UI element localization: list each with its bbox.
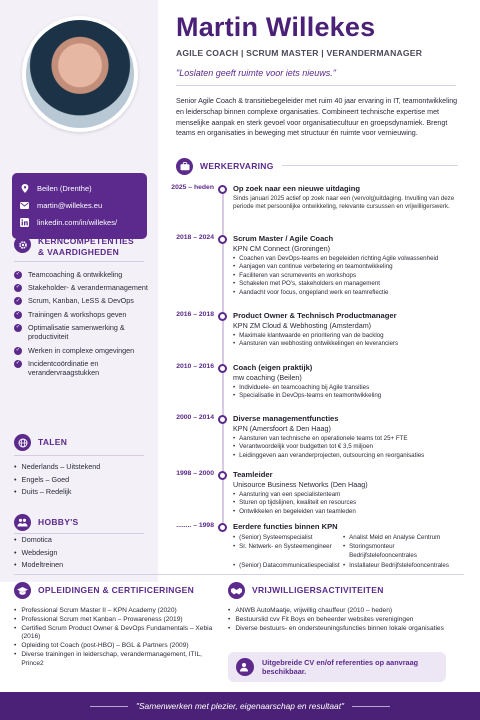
timeline-dot	[218, 185, 227, 194]
job-title: Diverse managementfuncties	[233, 414, 339, 423]
job-organization: mw coaching (Beilen)	[233, 373, 302, 382]
divider	[14, 455, 144, 456]
hobby-item: • Modeltreinen	[14, 560, 152, 569]
timeline-dot	[218, 235, 227, 244]
competency-label: Optimalisatie samenwerking & productiviteit	[28, 322, 125, 342]
job-date: 2018 – 2024	[176, 234, 214, 241]
check-icon: ✓	[15, 297, 21, 304]
job-bullet: • Aandacht voor focus, ongepland werk en teamreflectie	[233, 289, 465, 297]
education-item: • Certified Scrum Product Owner & DevOps Fundamentals – Xebia (2016)	[14, 625, 224, 642]
footer-banner	[0, 692, 480, 720]
hobby-item: • Domotica	[14, 535, 152, 544]
competency-label: Scrum, Kanban, LeSS & DevOps	[28, 296, 134, 306]
job-bullet: • Maximale klantwaarde en prioritering van de backlog	[233, 332, 465, 340]
competency-item	[14, 346, 152, 356]
education-title: OPLEIDINGEN & CERTIFICERINGEN	[38, 585, 195, 595]
volunteer-item: • ANWB AutoMaatje, vrijwillig chauffeur (2010 – heden)	[228, 607, 464, 615]
competencies-list	[14, 270, 152, 382]
location-pin-icon	[20, 184, 29, 193]
competency-item	[14, 283, 152, 293]
volunteer-title: VRIJWILLIGERSACTIVITEITEN	[252, 585, 384, 595]
job-details	[233, 363, 465, 401]
profile-summary: Senior Agile Coach & transitiebegeleider met ruim 40 jaar ervaring in IT, teamontwikkeling en leiderschap binnen complexe organisaties. Combineert technische expertise met menselijke aanpak en sterk gevoel voor organisatiecultuur en groepsdynamiek. Brengt teams en organisaties in beweging met structuur én ruimte voor vernieuwing.	[176, 97, 458, 138]
job-bullet: • Specialisatie in DevOps-teams en teamontwikkeling	[233, 392, 465, 400]
job-bullet: • Verantwoordelijk voor budgetten tot € 3,5 miljoen	[233, 443, 465, 451]
job-title: Op zoek naar een nieuwe uitdaging	[233, 184, 361, 193]
volunteer-item: • Diverse bestuurs- en ondersteuningsfuncties binnen lokale organisaties	[228, 625, 464, 633]
job-bullet: • (Senior) Systeemspecialist	[233, 533, 343, 542]
handshake-icon	[228, 582, 245, 599]
job-bullet: • Installateur Bedrijfstelefooncentrales	[343, 561, 463, 570]
envelope-icon	[20, 201, 29, 210]
job-bullet: • Aansturen van technische en operationele teams tot 25+ FTE	[233, 435, 465, 443]
contact-email[interactable]	[20, 197, 139, 214]
check-icon: ✓	[15, 310, 21, 317]
job-details	[233, 184, 465, 211]
contact-linkedin[interactable]	[20, 214, 139, 231]
candidate-title: AGILE COACH | SCRUM MASTER | VERANDERMANAGER	[176, 48, 423, 58]
volunteer-item: • Bestuurslid cvv Fit Boys en beheerder websites verenigingen	[228, 616, 464, 624]
candidate-quote: "Loslaten geeft ruimte voor iets nieuws."	[176, 68, 336, 78]
education-item: • Professional Scrum met Kanban – Prowareness (2019)	[14, 616, 224, 624]
job-date: ........ – 1998	[176, 522, 214, 529]
divider	[282, 165, 458, 166]
experience-title: WERKERVARING	[200, 161, 274, 171]
job-bullets	[233, 255, 465, 297]
linkedin-icon	[20, 218, 29, 227]
job-bullet: • Aansturen van webhosting ontwikkelingen en leveranciers	[233, 340, 465, 348]
footer-rule-left	[90, 706, 128, 707]
competency-item	[14, 323, 152, 342]
competency-label: Incidentcoördinatie en verandervraagstukken	[28, 358, 100, 378]
job-bullet: • Individuele- en teamcoaching bij Agile transities	[233, 384, 465, 392]
timeline-dot	[218, 364, 227, 373]
competencies-heading	[14, 236, 134, 258]
competency-item	[14, 296, 152, 306]
gear-icon	[14, 236, 31, 253]
profile-photo-frame	[22, 16, 138, 132]
job-date: 2010 – 2016	[176, 363, 214, 370]
experience-heading	[176, 158, 274, 175]
job-details	[233, 234, 465, 297]
education-item: • Opleiding tot Coach (post-HBO) – BGL & Partners (2009)	[14, 642, 224, 650]
hobby-item: • Webdesign	[14, 548, 152, 557]
language-item: • Engels – Goed	[14, 475, 152, 484]
language-item: • Duits – Redelijk	[14, 487, 152, 496]
job-bullet: • Analist Meld en Analyse Centrum	[343, 533, 463, 542]
job-date: 1998 – 2000	[176, 470, 214, 477]
languages-title: TALEN	[38, 437, 68, 447]
job-bullet: • Sr. Netwerk- en Systeemengineer	[233, 542, 343, 560]
job-details	[233, 522, 465, 570]
timeline-dot	[218, 312, 227, 321]
competency-label: Teamcoaching & ontwikkeling	[28, 270, 123, 279]
job-date: 2025 – heden	[171, 184, 214, 191]
job-title: Product Owner & Technisch Productmanager	[233, 311, 397, 320]
divider	[14, 533, 144, 534]
education-item: • Diverse trainingen in leiderschap, verandermanagement, ITIL, Prince2	[14, 651, 224, 668]
job-bullet: • Aansturing van een specialistenteam	[233, 491, 465, 499]
contact-email-text[interactable]: martin@willekes.eu	[37, 201, 103, 210]
job-bullet: • Faciliteren van scrumevents en workshops	[233, 272, 465, 280]
job-organization: KPN (Amersfoort & Den Haag)	[233, 424, 331, 433]
check-icon: ✓	[15, 346, 21, 353]
competencies-title: KERNCOMPETENTIES	[38, 236, 134, 246]
divider	[14, 261, 144, 262]
divider	[14, 574, 464, 575]
job-details	[233, 414, 465, 460]
job-bullet: • Ontwikkelen en begeleiden van teamleden	[233, 508, 465, 516]
timeline-dot	[218, 415, 227, 424]
hobbies-list	[14, 535, 152, 573]
contact-card	[12, 173, 147, 239]
check-icon: ✓	[15, 323, 21, 330]
job-bullet: • Schakelen met PO's, stakeholders en management	[233, 280, 465, 288]
graduation-cap-icon	[14, 582, 31, 599]
footer-quote: "Samenwerken met plezier, eigenaarschap en resultaat"	[136, 701, 344, 711]
education-section	[14, 582, 224, 669]
check-icon: ✓	[15, 284, 21, 291]
job-bullet: • Aanjagen van continue verbetering en teamontwikkeling	[233, 263, 465, 271]
globe-icon	[14, 434, 31, 451]
check-icon: ✓	[15, 271, 21, 278]
timeline-dot	[218, 523, 227, 532]
job-bullets	[233, 384, 465, 401]
job-bullet: • Leidinggeven aan veranderprojecten, outsourcing en reorganisaties	[233, 452, 465, 460]
competency-item	[14, 310, 152, 320]
job-details	[233, 470, 465, 516]
job-title: Eerdere functies binnen KPN	[233, 522, 338, 531]
competency-item	[14, 270, 152, 280]
job-title: Coach (eigen praktijk)	[233, 363, 313, 372]
job-bullets	[233, 332, 465, 349]
job-organization: Unisource Business Networks (Den Haag)	[233, 480, 368, 489]
volunteer-heading	[228, 582, 464, 599]
references-callout	[228, 652, 446, 682]
job-description: Sinds januari 2025 actief op zoek naar een (vervolg)uitdaging. Invulling van deze periode met persoonlijke ontwikkeling, relevante cursussen en vrijwilligerswerk.	[233, 195, 455, 211]
job-details	[233, 311, 465, 349]
languages-list	[14, 462, 152, 500]
job-bullet: • Sturen op tijdslijnen, kwaliteit en resources	[233, 499, 465, 507]
job-bullets	[233, 491, 465, 516]
job-bullets-grid	[233, 533, 465, 570]
contact-location-text: Beilen (Drenthe)	[37, 184, 92, 193]
job-bullet: • (Senior) Datacommunicatiespecialist	[233, 561, 343, 570]
people-icon	[14, 514, 31, 531]
sidebar	[0, 0, 158, 582]
user-check-icon	[236, 658, 254, 676]
hobbies-title: HOBBY'S	[38, 517, 79, 527]
language-item: • Nederlands – Uitstekend	[14, 462, 152, 471]
profile-photo	[26, 20, 134, 128]
job-date: 2016 – 2018	[176, 311, 214, 318]
job-bullet: • Coachen van DevOps-teams en begeleiden richting Agile volwassenheid	[233, 255, 465, 263]
job-organization: KPN ZM Cloud & Webhosting (Amsterdam)	[233, 321, 372, 330]
education-list	[14, 607, 224, 668]
job-bullets	[233, 435, 465, 460]
job-organization: KPN CM Connect (Groningen)	[233, 244, 331, 253]
competency-label: Stakeholder- & verandermanagement	[28, 283, 148, 293]
contact-linkedin-text[interactable]: linkedin.com/in/willekes/	[37, 218, 118, 227]
education-item: • Professional Scrum Master II – KPN Academy (2020)	[14, 607, 224, 615]
candidate-name: Martin Willekes	[176, 12, 376, 42]
languages-heading	[14, 434, 67, 451]
job-bullet: • Storingsmonteur Bedrijfstelefooncentrales	[343, 542, 463, 560]
job-date: 2000 – 2014	[176, 414, 214, 421]
competencies-title-2: & VAARDIGHEDEN	[38, 247, 120, 257]
footer-rule-right	[352, 706, 390, 707]
job-title: Scrum Master / Agile Coach	[233, 234, 334, 243]
volunteer-list	[228, 607, 464, 633]
divider	[176, 85, 456, 86]
references-text: Uitgebreide CV en/of referenties op aanvraag beschikbaar.	[262, 657, 419, 676]
competency-item	[14, 359, 152, 378]
competency-label: Trainingen & workshops geven	[28, 309, 127, 319]
timeline-dot	[218, 471, 227, 480]
education-heading	[14, 582, 224, 599]
check-icon: ✓	[15, 359, 21, 366]
job-title: Teamleider	[233, 470, 273, 479]
competency-label: Werken in complexe omgevingen	[28, 345, 135, 355]
briefcase-icon	[176, 158, 193, 175]
contact-location	[20, 180, 139, 197]
volunteer-section	[228, 582, 464, 634]
hobbies-heading	[14, 514, 79, 531]
